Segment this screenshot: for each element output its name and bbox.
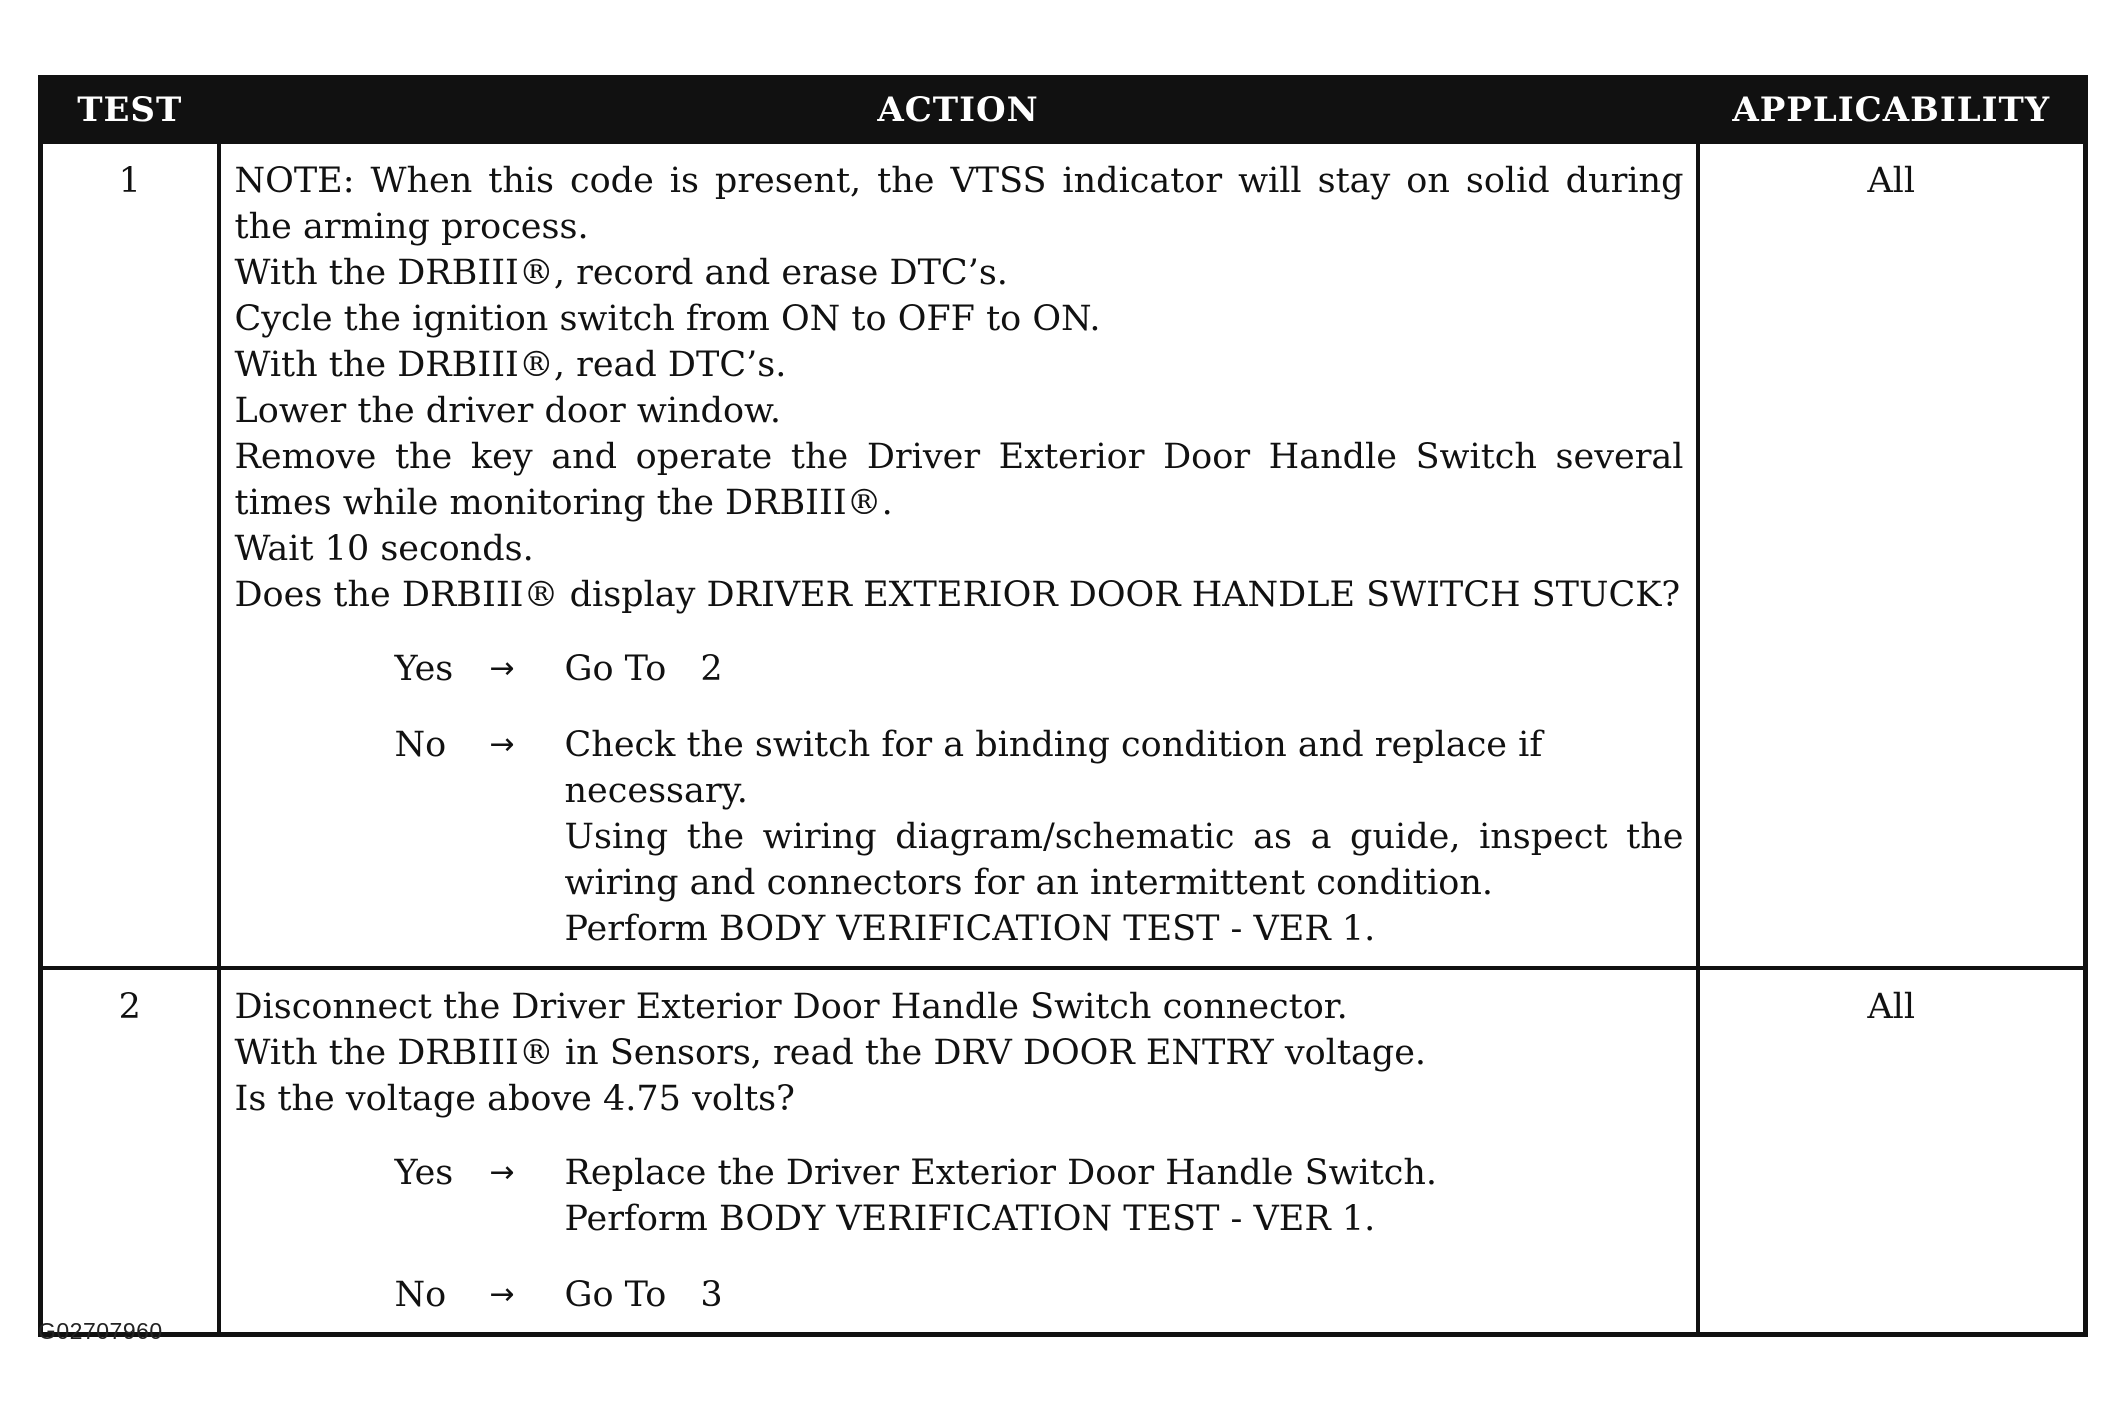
action-step: With the DRBIII® in Sensors, read the DRV DOOR ENTRY voltage. xyxy=(234,1033,1427,1073)
action-step: Cycle the ignition switch from ON to OFF to ON. xyxy=(234,299,1101,339)
yes-label: Yes xyxy=(394,649,454,689)
action-step: Wait 10 seconds. xyxy=(234,529,534,569)
action-step: Lower the driver door window. xyxy=(234,391,781,431)
yes-label: Yes xyxy=(394,1153,454,1193)
figure-code: G02707960 xyxy=(38,1318,163,1344)
table-header xyxy=(41,78,2086,143)
no-label: No xyxy=(394,725,447,765)
result-line: Check the switch for a binding condition and replace if necessary. xyxy=(564,725,1543,811)
action-step: NOTE: When this code is present, the VTSS indicator will stay on solid during the arming process. xyxy=(234,161,1684,247)
header-applicability: APPLICABILITY xyxy=(1698,78,2086,143)
result-line: wiring and connectors for an intermittent condition. xyxy=(564,863,1494,903)
action-cell xyxy=(219,968,1698,1335)
diagnostic-test-table xyxy=(38,75,2088,1337)
test-number: 1 xyxy=(41,142,219,968)
yes-branch xyxy=(235,646,1684,692)
no-result xyxy=(565,722,1684,952)
result-branches xyxy=(235,1150,1684,1318)
action-step: Disconnect the Driver Exterior Door Handle Switch connector. xyxy=(234,987,1348,1027)
go-to-label: Go To xyxy=(564,649,667,689)
action-cell xyxy=(219,142,1698,968)
go-to-label: Go To xyxy=(564,1275,667,1315)
right-arrow-icon: → xyxy=(489,1277,515,1312)
result-line: Replace the Driver Exterior Door Handle Switch. xyxy=(564,1153,1438,1193)
action-step: With the DRBIII®, read DTC’s. xyxy=(234,345,787,385)
yes-result xyxy=(565,646,1684,692)
result-line: Using the wiring diagram/schematic as a guide, inspect the xyxy=(564,817,1684,857)
action-step: Is the voltage above 4.75 volts? xyxy=(234,1079,795,1119)
table-row xyxy=(41,968,2086,1335)
header-test: TEST xyxy=(41,78,219,143)
no-label: No xyxy=(394,1275,447,1315)
test-number: 2 xyxy=(41,968,219,1335)
yes-result xyxy=(565,1150,1684,1242)
result-branches xyxy=(235,646,1684,952)
applicability-value: All xyxy=(1698,142,2086,968)
action-step: With the DRBIII®, record and erase DTC’s. xyxy=(234,253,1008,293)
yes-branch xyxy=(235,1150,1684,1242)
result-line: Perform BODY VERIFICATION TEST - VER 1. xyxy=(564,909,1376,949)
go-to-test-number: 3 xyxy=(700,1275,723,1315)
applicability-value: All xyxy=(1698,968,2086,1335)
table-row xyxy=(41,142,2086,968)
right-arrow-icon: → xyxy=(489,727,515,762)
no-result xyxy=(565,1272,1684,1318)
action-step: Remove the key and operate the Driver Exterior Door Handle Switch several times while monitoring the DRBIII®. xyxy=(234,437,1684,523)
no-branch xyxy=(235,1272,1684,1318)
action-step: Does the DRBIII® display DRIVER EXTERIOR DOOR HANDLE SWITCH STUCK? xyxy=(234,575,1681,615)
right-arrow-icon: → xyxy=(489,651,515,686)
header-row xyxy=(41,78,2086,143)
header-action: ACTION xyxy=(219,78,1698,143)
go-to-test-number: 2 xyxy=(700,649,723,689)
no-branch xyxy=(235,722,1684,952)
result-line: Perform BODY VERIFICATION TEST - VER 1. xyxy=(564,1199,1376,1239)
right-arrow-icon: → xyxy=(489,1155,515,1190)
